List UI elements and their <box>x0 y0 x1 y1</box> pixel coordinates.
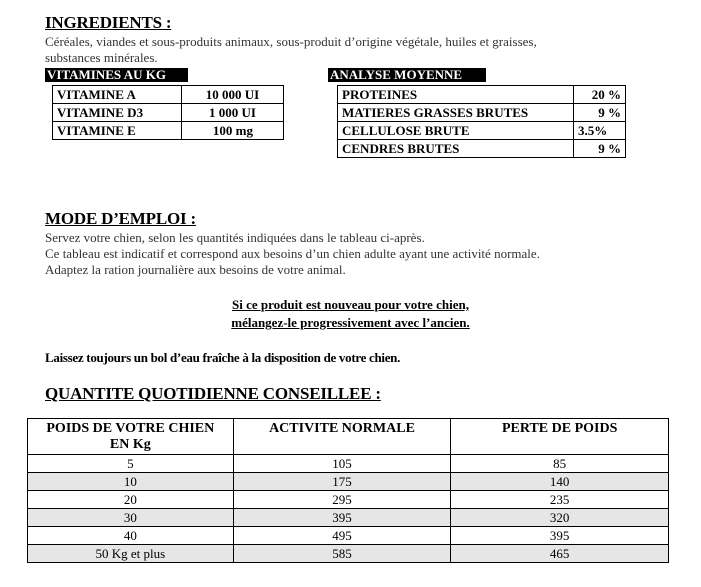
usage-line-3: Adaptez la ration journalière aux besoins de votre animal. <box>45 262 346 277</box>
weight-header-line-1: POIDS DE VOTRE CHIEN <box>46 421 215 436</box>
vitamin-name: VITAMINE E <box>53 122 182 140</box>
ingredients-title: INGREDIENTS : <box>45 13 172 32</box>
analysis-name: CELLULOSE BRUTE <box>338 122 574 140</box>
column-header-loss: PERTE DE POIDS <box>451 419 669 455</box>
weight-cell: 5 <box>28 455 234 473</box>
normal-cell: 175 <box>233 473 451 491</box>
vitamin-value: 10 000 UI <box>182 86 284 104</box>
analysis-value: 20 % <box>574 86 626 104</box>
ingredients-line-1: Céréales, viandes et sous-produits animaux, sous-produit d’origine végétale, huiles et graisses, <box>45 34 537 49</box>
analysis-name: PROTEINES <box>338 86 574 104</box>
daily-row <box>28 509 669 527</box>
weight-cell: 30 <box>28 509 234 527</box>
analysis-value: 9 % <box>574 140 626 158</box>
vitamins-header: VITAMINES AU KG <box>45 68 188 82</box>
daily-header-row <box>28 419 669 455</box>
vitamins-row <box>53 86 284 104</box>
vitamins-row <box>53 122 284 140</box>
analysis-name: CENDRES BRUTES <box>338 140 574 158</box>
column-header-weight <box>28 419 234 455</box>
analysis-row <box>338 104 626 122</box>
vitamin-name: VITAMINE D3 <box>53 104 182 122</box>
loss-cell: 395 <box>451 527 669 545</box>
analysis-row <box>338 140 626 158</box>
analysis-row <box>338 86 626 104</box>
notice-line-2: mélangez-le progressivement avec l’ancien. <box>231 315 470 330</box>
daily-row <box>28 527 669 545</box>
normal-cell: 495 <box>233 527 451 545</box>
column-header-normal: ACTIVITE NORMALE <box>233 419 451 455</box>
daily-row <box>28 545 669 563</box>
loss-cell: 465 <box>451 545 669 563</box>
weight-cell: 10 <box>28 473 234 491</box>
vitamin-name: VITAMINE A <box>53 86 182 104</box>
weight-cell: 50 Kg et plus <box>28 545 234 563</box>
vitamin-value: 1 000 UI <box>182 104 284 122</box>
usage-line-1: Servez votre chien, selon les quantités indiquées dans le tableau ci-après. <box>45 230 425 245</box>
analysis-value: 3.5% <box>574 122 626 140</box>
ingredients-line-2: substances minérales. <box>45 50 158 65</box>
weight-cell: 40 <box>28 527 234 545</box>
analysis-row <box>338 122 626 140</box>
vitamin-value: 100 mg <box>182 122 284 140</box>
normal-cell: 395 <box>233 509 451 527</box>
analysis-value: 9 % <box>574 104 626 122</box>
loss-cell: 235 <box>451 491 669 509</box>
usage-line-2: Ce tableau est indicatif et correspond aux besoins d’un chien adulte ayant une activité normale. <box>45 246 540 261</box>
water-tip: Laissez toujours un bol d’eau fraîche à la disposition de votre chien. <box>45 350 401 365</box>
analysis-table <box>337 85 626 158</box>
transition-notice <box>0 296 701 332</box>
weight-cell: 20 <box>28 491 234 509</box>
vitamins-table <box>52 85 284 140</box>
vitamins-row <box>53 104 284 122</box>
notice-line-1: Si ce produit est nouveau pour votre chien, <box>232 297 469 312</box>
analysis-name: MATIERES GRASSES BRUTES <box>338 104 574 122</box>
usage-text <box>45 230 685 278</box>
daily-row <box>28 491 669 509</box>
daily-row <box>28 473 669 491</box>
normal-cell: 105 <box>233 455 451 473</box>
analysis-header: ANALYSE MOYENNE <box>328 68 486 82</box>
loss-cell: 140 <box>451 473 669 491</box>
normal-cell: 585 <box>233 545 451 563</box>
loss-cell: 320 <box>451 509 669 527</box>
weight-header-line-2: EN Kg <box>109 437 151 452</box>
normal-cell: 295 <box>233 491 451 509</box>
daily-quantity-table <box>27 418 669 563</box>
ingredients-text <box>45 34 685 66</box>
loss-cell: 85 <box>451 455 669 473</box>
daily-title: QUANTITE QUOTIDIENNE CONSEILLEE : <box>45 384 381 403</box>
daily-row <box>28 455 669 473</box>
usage-title: MODE D’EMPLOI : <box>45 209 196 228</box>
